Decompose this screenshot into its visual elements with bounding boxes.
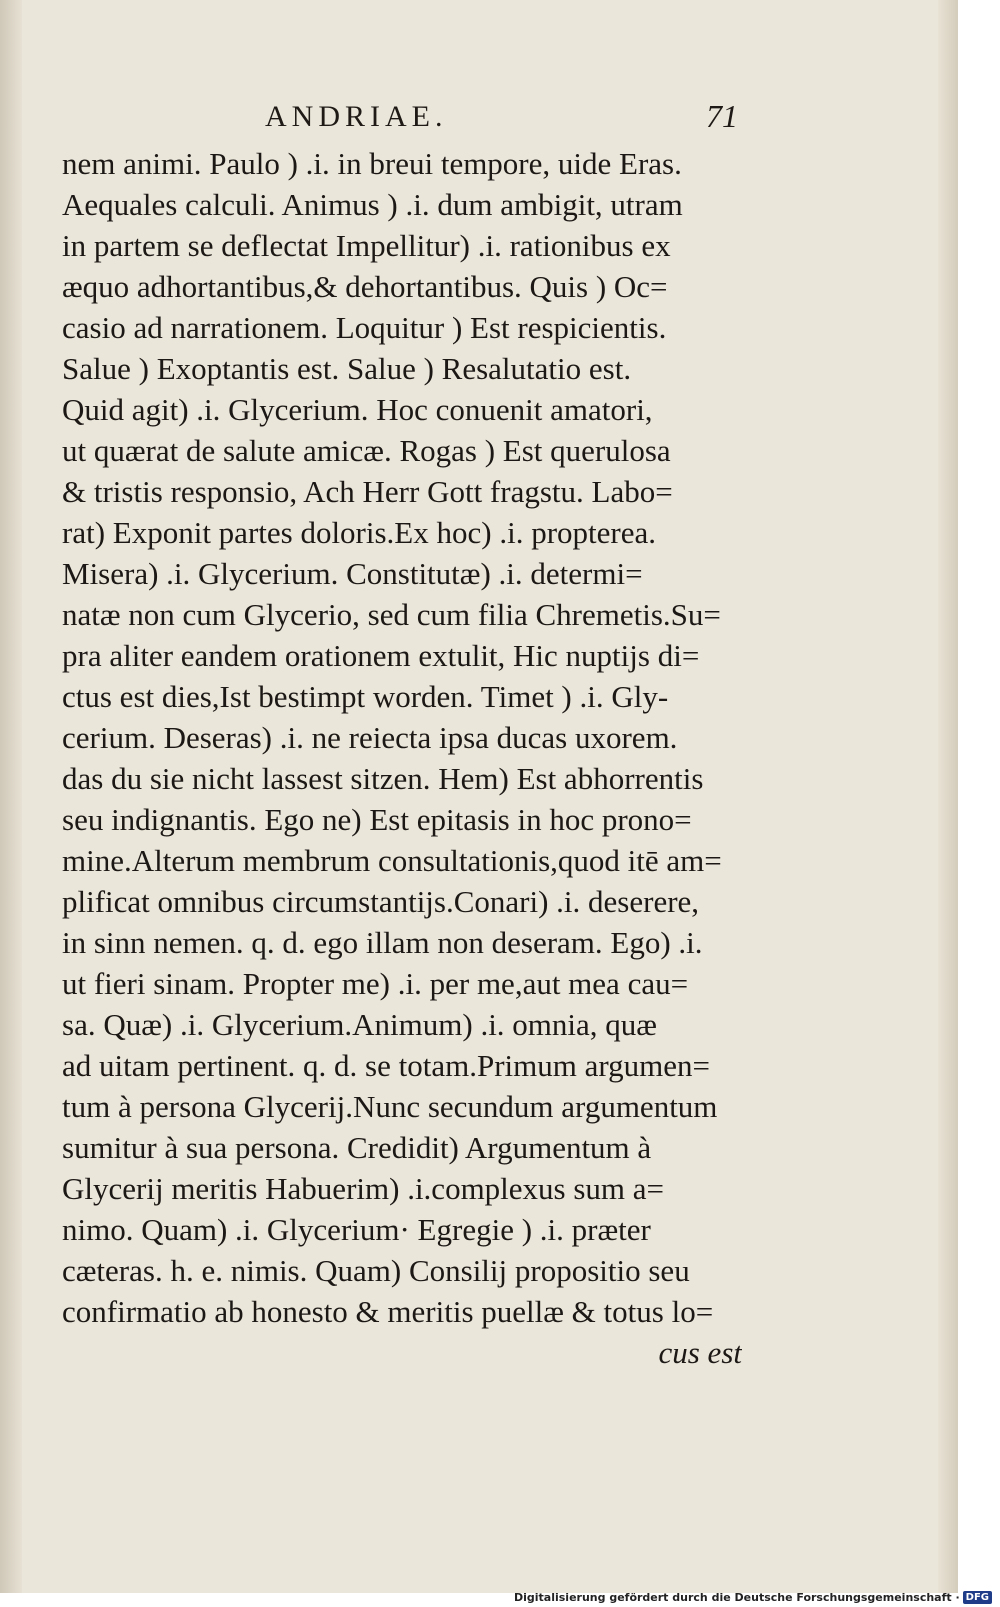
text-line: Misera) .i. Glycerium. Constitutæ) .i. determi= (62, 556, 643, 591)
text-line: plificat omnibus circumstantijs.Conari) .i. deserere, (62, 884, 700, 919)
text-line: casio ad narrationem. Loquitur ) Est respicientis. (62, 310, 667, 345)
text-line: in partem se deflectat Impellitur) .i. rationibus ex (62, 228, 671, 263)
page-body-text (62, 143, 742, 1373)
text-line: seu indignantis. Ego ne) Est epitasis in hoc prono= (62, 802, 692, 837)
text-line: sa. Quæ) .i. Glycerium.Animum) .i. omnia, quæ (62, 1007, 657, 1042)
text-line: Glycerij meritis Habuerim) .i.complexus sum a= (62, 1171, 665, 1206)
credit-text: Digitalisierung gefördert durch die Deutsche Forschungsgemeinschaft · (513, 1591, 960, 1604)
text-line: Quid agit) .i. Glycerium. Hoc conuenit amatori, (62, 392, 653, 427)
text-line: pra aliter eandem orationem extulit, Hic nuptijs di= (62, 638, 700, 673)
text-line: natæ non cum Glycerio, sed cum filia Chremetis.Su= (62, 597, 721, 632)
page-gutter-shadow (0, 0, 22, 1593)
text-line: ut fieri sinam. Propter me) .i. per me,aut mea cau= (62, 966, 689, 1001)
text-line: & tristis responsio, Ach Herr Gott fragstu. Labo= (62, 474, 673, 509)
page-header (265, 100, 740, 140)
text-line: tum à persona Glycerij.Nunc secundum argumentum (62, 1089, 718, 1124)
running-title: ANDRIAE. (265, 100, 448, 133)
text-line: in sinn nemen. q. d. ego illam non deseram. Ego) .i. (62, 925, 703, 960)
text-line: ctus est dies,Ist bestimpt worden. Timet ) .i. Gly- (62, 679, 669, 714)
catchword-line: cus est (658, 1335, 742, 1370)
text-line: sumitur à sua persona. Credidit) Argumentum à (62, 1130, 652, 1165)
text-line: nem animi. Paulo ) .i. in breui tempore, uide Eras. (62, 146, 682, 181)
text-line: Aequales calculi. Animus ) .i. dum ambigit, utram (62, 187, 683, 222)
text-line: Salue ) Exoptantis est. Salue ) Resalutatio est. (62, 351, 632, 386)
page-fore-edge (938, 0, 958, 1593)
text-line: ut quærat de salute amicæ. Rogas ) Est querulosa (62, 433, 671, 468)
digitization-credit (514, 1591, 992, 1604)
text-line: nimo. Quam) .i. Glycerium· Egregie ) .i. præter (62, 1212, 651, 1247)
text-line: das du sie nicht lassest sitzen. Hem) Est abhorrentis (62, 761, 704, 796)
text-line: mine.Alterum membrum consultationis,quod itē am= (62, 843, 722, 878)
text-line: rat) Exponit partes doloris.Ex hoc) .i. propterea. (62, 515, 656, 550)
text-line: cerium. Deseras) .i. ne reiecta ipsa ducas uxorem. (62, 720, 678, 755)
dfg-logo-icon: DFG (963, 1591, 992, 1604)
text-line: ad uitam pertinent. q. d. se totam.Primum argumen= (62, 1048, 710, 1083)
page-number: 71 (706, 98, 738, 134)
text-line: cæteras. h. e. nimis. Quam) Consilij propositio seu (62, 1253, 690, 1288)
text-line: æquo adhortantibus,& dehortantibus. Quis ) Oc= (62, 269, 668, 304)
text-line: confirmatio ab honesto & meritis puellæ & totus lo= (62, 1294, 714, 1329)
